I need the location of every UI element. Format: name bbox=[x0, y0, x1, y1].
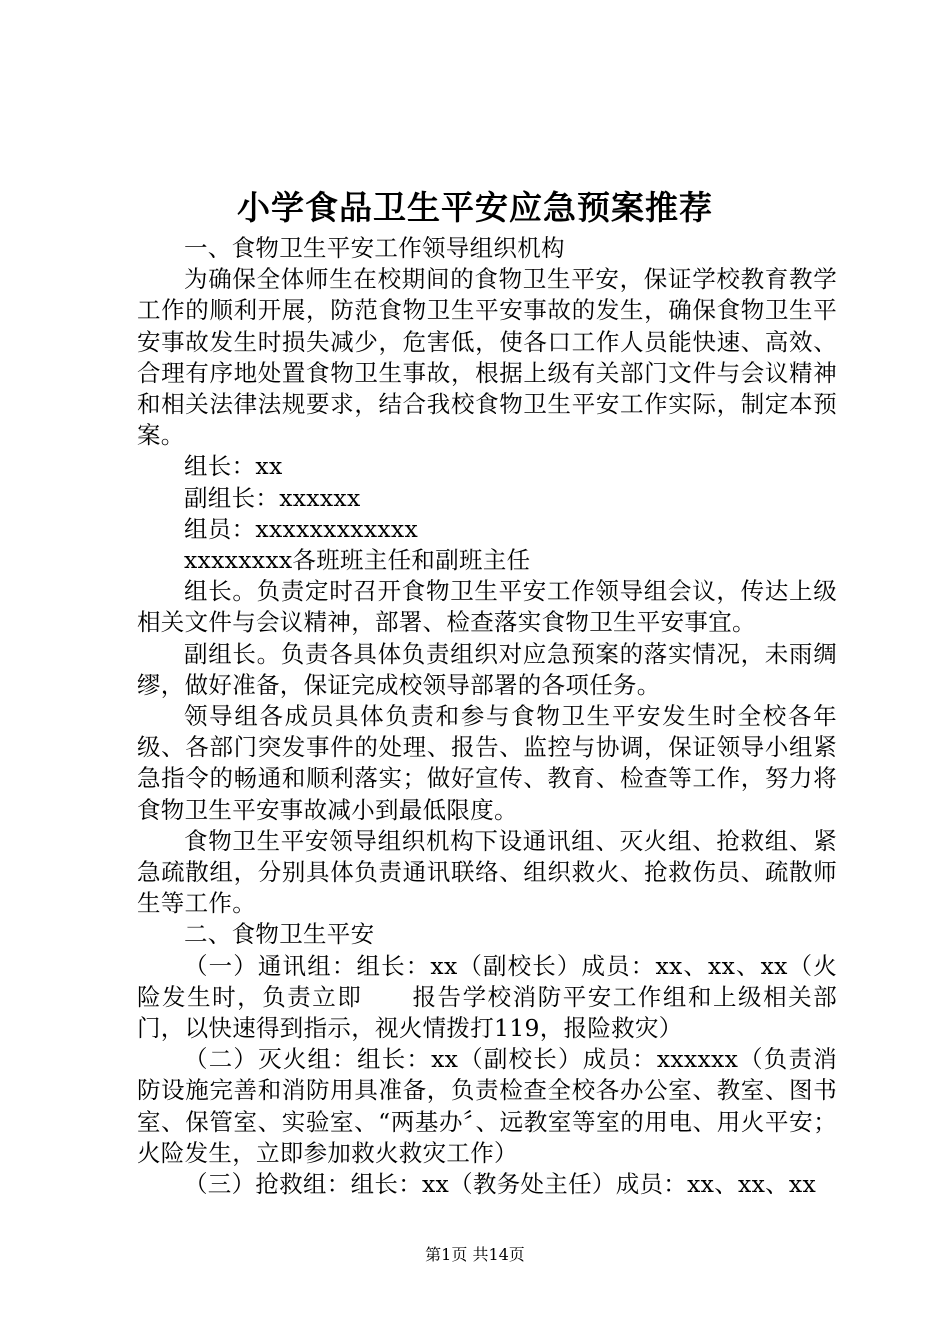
paragraph: 副组长：xxxxxx bbox=[184, 483, 361, 512]
paragraph: 组员：xxxxxxxxxxxx bbox=[184, 514, 419, 543]
paragraph: 领导组各成员具体负责和参与食物卫生平安发生时全校各年级、各部门突发事件的处理、报告、监控与协调，保证领导小组紧急指令的畅通和顺利落实；做好宣传、教育、检查等工作，努力将食物卫生平安事故减小到最低限度。 bbox=[137, 702, 837, 824]
paragraph: （二）灭火组：组长：xx（副校长）成员：xxxxxx（负责消防设施完善和消防用具准备，负责检查全校各办公室、教室、图书室、保管室、实验室、“两基办〞、远教室等室的用电、用火平安；火险发生，立即参加救火救灾工作） bbox=[137, 1045, 837, 1167]
paragraph: xxxxxxxx各班班主任和副班主任 bbox=[184, 546, 531, 575]
paragraph: 副组长。负责各具体负责组织对应急预案的落实情况，未雨绸缪，做好准备，保证完成校领导部署的各项任务。 bbox=[137, 639, 837, 699]
section-heading: 二、食物卫生平安 bbox=[184, 920, 375, 949]
paragraph: 食物卫生平安领导组织机构下设通讯组、灭火组、抢救组、紧急疏散组，分别具体负责通讯联络、组织救火、抢救伤员、疏散师生等工作。 bbox=[137, 826, 837, 918]
paragraph: 组长。负责定时召开食物卫生平安工作领导组会议，传达上级相关文件与会议精神，部署、检查落实食物卫生平安事宜。 bbox=[137, 577, 837, 637]
section-heading: 一、食物卫生平安工作领导组织机构 bbox=[184, 234, 565, 262]
paragraph: 为确保全体师生在校期间的食物卫生平安，保证学校教育教学工作的顺利开展，防范食物卫生平安事故的发生，确保食物卫生平安事故发生时损失减少，危害低，使各口工作人员能快速、高效、合理有序地处置食物卫生事故，根据上级有关部门文件与会议精神和相关法律法规要求，结合我校食物卫生平安工作实际，制定本预案。 bbox=[137, 265, 837, 450]
document-body bbox=[137, 233, 837, 1200]
paragraph: （三）抢救组：组长：xx（教务处主任）成员：xx、xx、xx bbox=[184, 1170, 817, 1199]
document-title: 小学食品卫生平安应急预案推荐 bbox=[237, 188, 713, 227]
paragraph: （一）通讯组：组长：xx（副校长）成员：xx、xx、xx（火险发生时，负责立即 报告学校消防平安工作组和上级相关部门，以快速得到指示，视火情拨打119，报险救灾） bbox=[137, 951, 837, 1043]
paragraph: 组长：xx bbox=[184, 452, 283, 481]
page-footer: 第1页 共14页 bbox=[425, 1245, 525, 1264]
